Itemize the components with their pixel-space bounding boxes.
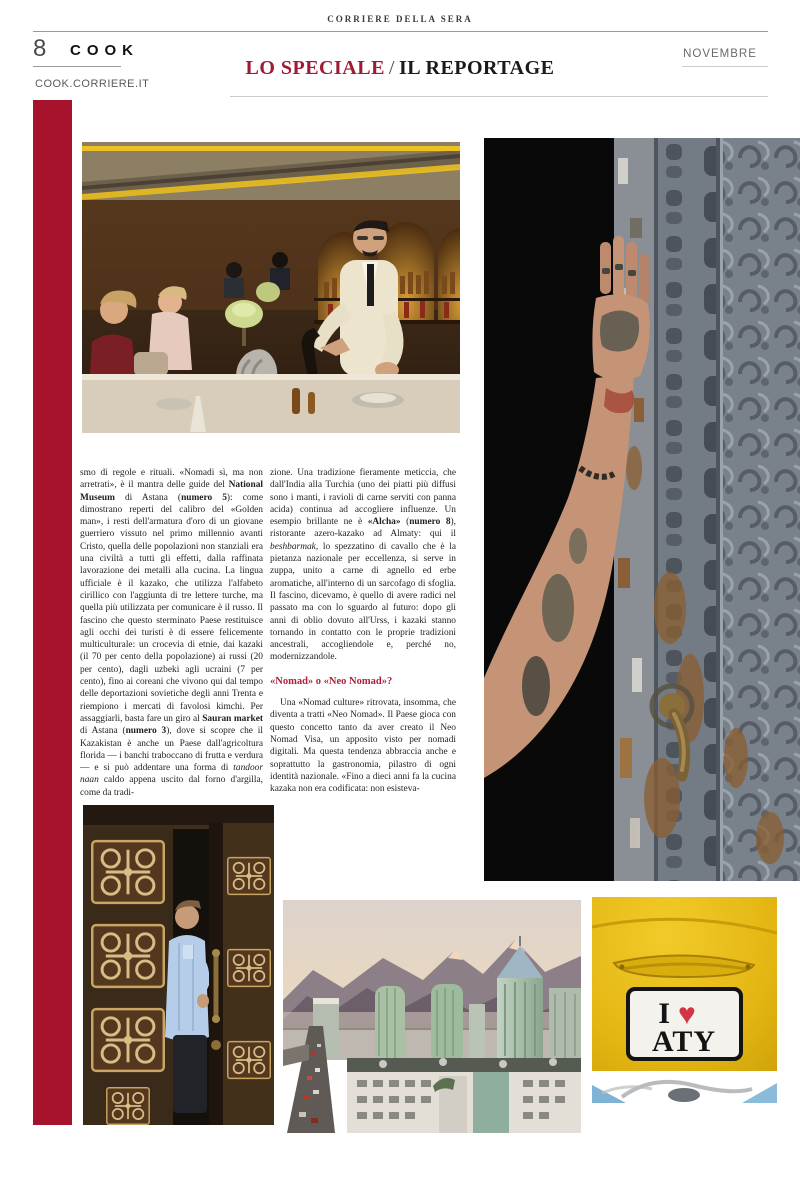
article-paragraph: Una «Nomad culture» ritrovata, insomma, che diventa a tratti «Neo Nomad». Il Paese gioca con questo concetto tanto da aver creato il Neo Nomad Visa, un apposito visto per nomadi digitali. Ma questa tendenza abbraccia anche e soprattutto la gastronomia, pilastro di ogni identità nazionale. «Fino a dieci anni fa la cucina kazaka non era codificata: non esisteva- [270, 698, 456, 795]
foreground-building [347, 1058, 581, 1133]
sticker-city-code: ATY [651, 1025, 717, 1058]
page-number: 8 [33, 35, 47, 62]
title-rule [230, 96, 768, 97]
door-left-leaf [83, 829, 173, 1125]
page-title [0, 57, 800, 80]
photo-bar-scene [82, 142, 460, 433]
page-title-reportage: IL REPORTAGE [398, 57, 555, 79]
photo-yellow-car-sticker [592, 897, 777, 1103]
article-column-1: smo di regole e rituali. «Nomadi sì, ma non arretrati», è il mantra delle guide del National Museum di Astana (numero 5): come dimostrano reperti del calibro del «Golden man», i resti dell'armatura d'oro di un giovane guerriero vissuto nel primo millennio avanti Cristo, quella delle popolazioni non stanziali era una civiltà a tutti gli effetti, dalla raffinata lavorazione dei metalli alla cucina. La lingua ufficiale è il kazako, che utilizza l'alfabeto cirillico con l'aggiunta di tre lettere turche, ma quella più utilizzata per comunicare è il russo. Il fascino che questo sterminato Paese restituisce agli occhi dei turisti è di essere felicemente multiculturale: un crocevia di etnie, dai kazaki (il 70 per cento della popolazione) ai russi (20 per cento), dagli uzbeki agli ucraini (7 per cento), fino ai coreani che vivono qui dal tempo delle deportazioni sovietiche degli anni Trenta e riempiono i mercati di favolosi kimchi. Per assaggiarli, basta fare un giro al Sauran market di Astana (numero 3), dove si scopre che il Kazakistan è anche un Paese dall'agricoltura florida — i banchi traboccano di frutta e verdura — e si può addentare una forma di tandoor naan caldo appena uscito dal forno d'argilla, come da tradi- [80, 468, 264, 798]
hand-tattoo [600, 310, 639, 351]
page-title-divider: / [388, 57, 395, 79]
site-url: COOK.CORRIERE.IT [35, 78, 150, 90]
sticker-letter-i: I [658, 997, 670, 1030]
neon-strip [82, 146, 460, 151]
i-love-aty-sticker [628, 989, 741, 1059]
photo-carved-door-arm [484, 138, 800, 881]
heart-icon: ♥ [678, 998, 696, 1031]
red-accent-bar [33, 100, 72, 1125]
section-name: COOK [70, 42, 139, 59]
issue-month: NOVEMBRE [683, 48, 757, 60]
masthead-rule [33, 31, 768, 32]
snow-mountain-strip [592, 1071, 777, 1103]
eyeglasses [357, 236, 368, 240]
handbag [134, 352, 168, 376]
article-paragraph: zione. Una tradizione fieramente meticcia, che dall'India alla Turchia (uno dei piatti più diffusi sono i manti, i ravioli di carne serviti con panna acida) continua ad accogliere influenze. Un esempio brillante ne è «Alcha» (numero 8), ristorante azero-kazako ad Almaty: qui il beshbarmak, lo spezzatino di cavallo che è la pietanza nazionale per eccellenza, si serve in zuppa, unito a carne di agnello ed erbe aromatiche, all'interno di un sarcofago di sfoglia. Il fascino, dicevamo, è quello di avere radici nel passato ma con lo sguardo al futuro: dopo gli anni di oblio dovuto all'Urss, i kazaki stanno tornando in contatto con le proprie tradizioni ancestrali, accogliendole e, perché no, modernizzandole. [270, 468, 457, 663]
bar-scene-illustration [82, 142, 460, 433]
page-title-speciale: LO SPECIALE [245, 57, 385, 79]
photo-ornate-door-man [83, 805, 274, 1125]
masthead-title: CORRIERE DELLA SERA [327, 14, 473, 24]
ornate-door-illustration [83, 805, 274, 1125]
carved-door-illustration [484, 138, 800, 881]
photo-almaty-skyline [283, 900, 581, 1133]
necktie [367, 264, 374, 306]
article-column-2 [270, 467, 456, 795]
bar-counter [82, 374, 460, 433]
yellow-car-illustration [592, 897, 777, 1103]
trousers [173, 1035, 207, 1113]
door-right-leaf [209, 823, 274, 1125]
article-subhead: «Nomad» o «Neo Nomad»? [270, 675, 393, 687]
city-illustration [283, 900, 581, 1133]
